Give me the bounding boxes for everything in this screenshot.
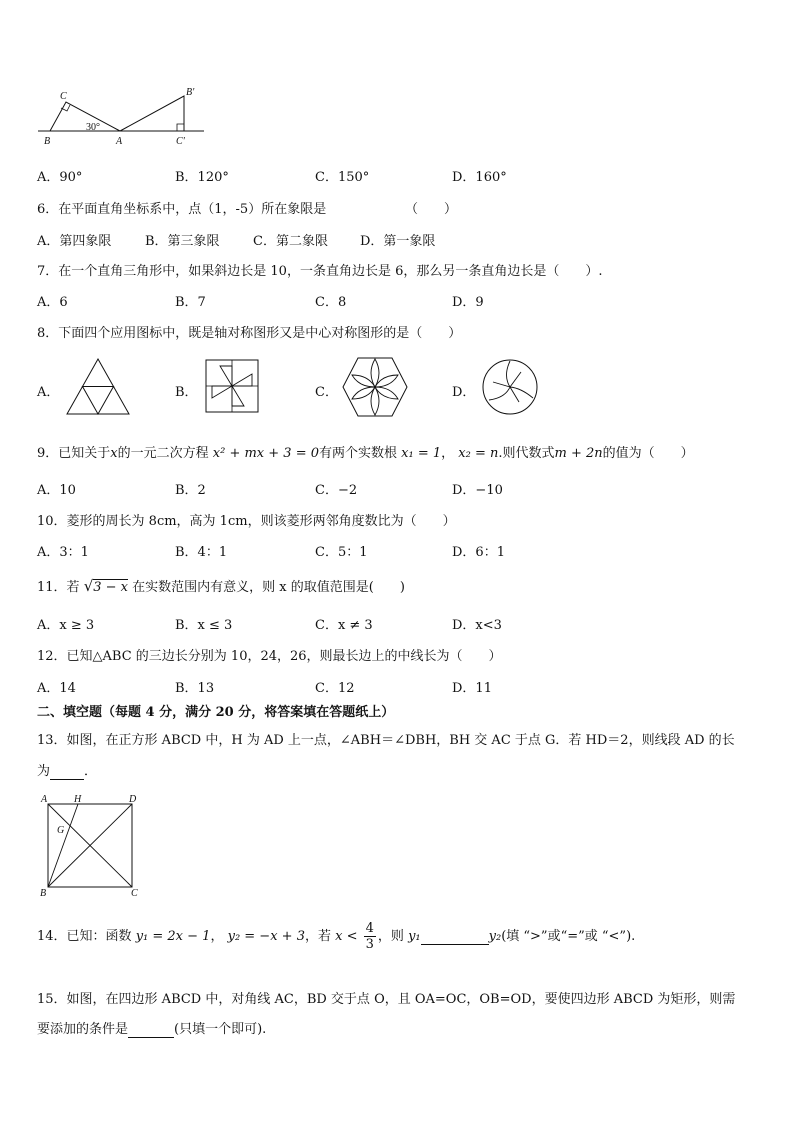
q9-root1: x₁ = 1 [401,446,442,461]
q15-line2-b: (只填一个即可). [174,1022,267,1037]
q9-var-x: x [110,446,118,461]
q14-func1: y₁ = 2x − 1 [135,929,211,944]
angle-figure [36,86,208,148]
q7-text: 7．在一个直角三角形中，如果斜边长是 10，一条直角边长是 6，那么另一条直角边长是（ ）. [37,264,603,279]
q10-text: 10．菱形的周长为 8cm，高为 1cm，则该菱形两邻角度数比为（ ） [37,514,456,529]
q8-option-a: A． [37,385,60,400]
q7-option-a: A．6 [37,295,68,310]
q14-fraction [364,921,376,952]
label-b-prime: B' [186,87,195,98]
q13-line2-text: 为 [37,764,51,779]
q7-option-b: B．7 [175,295,206,310]
q12-option-a: A．14 [37,681,76,696]
q5-option-b: B．120° [175,170,229,185]
q12-option-c: C．12 [315,681,355,696]
q14-numerator: 4 [365,921,374,936]
q15-line2-a: 要添加的条件是 [37,1022,129,1037]
q7-option-c: C．8 [315,295,347,310]
q11-part1: 11．若 [37,580,80,595]
q12-text: 12．已知△ABC 的三边长分别为 10，24，26，则最长边上的中线长为（ ） [37,649,502,664]
q10-option-a: A．3：1 [37,545,89,560]
q14-answer-blank [421,929,489,945]
q11-option-b: B．x ≤ 3 [175,618,233,633]
q14-text [37,921,635,952]
q12-option-d: D．11 [452,681,492,696]
q14-part5: (填 “>”或“=”或 “<”). [501,929,636,944]
q6-option-b: B．第三象限 [145,234,220,249]
q5-option-d: D．160° [452,170,507,185]
q13-tail: ． [84,764,98,779]
label-c-prime: C' [176,136,185,147]
q9-option-d: D．−10 [452,483,503,498]
q9-part1: 9．已知关于 [37,446,111,461]
q15-answer-blank [128,1022,174,1038]
circle-swirl-icon [481,358,539,416]
q11-radicand: 3 − x [93,580,129,595]
q11-option-c: C．x ≠ 3 [315,618,373,633]
q9-part2: 的一元二次方程 [117,446,209,461]
q9-option-a: A．10 [37,483,76,498]
q14-part2: ， [210,929,224,944]
q14-y2: y₂ [488,929,502,944]
q13-line1: 13．如图，在正方形 ABCD 中，H 为 AD 上一点，∠ABH＝∠DBH，BH 交 AC 于点 G．若 HD＝2，则线段 AD 的长 [37,733,735,748]
q14-denominator: 3 [365,937,374,952]
q11-text [37,576,405,595]
q12-option-b: B．13 [175,681,215,696]
q9-option-c: C．−2 [315,483,358,498]
q9-text [37,442,694,461]
q6-option-c: C．第二象限 [253,234,328,249]
q5-option-c: C．150° [315,170,370,185]
q9-part5: .则代数式 [498,446,555,461]
q10-option-d: D．6：1 [452,545,505,560]
q9-part4: ， [441,446,455,461]
q9-part6: 的值为（ ） [602,446,694,461]
q8-option-c: C． [315,385,338,400]
square-figure [38,791,144,897]
q14-part3: ，若 [304,929,331,944]
q14-part1: 14．已知：函数 [37,929,132,944]
hexagon-flower-icon [341,356,409,418]
q14-condition: x < [335,929,358,944]
q10-option-b: B．4：1 [175,545,228,560]
q14-part4: ，则 [377,929,404,944]
q9-expression: m + 2n [554,446,603,461]
pinwheel-icon [204,358,260,414]
q14-y1: y₁ [408,929,421,944]
label-30deg: 30° [86,122,100,133]
q5-option-a: A．90° [37,170,83,185]
label-c: C [60,91,67,102]
q6-text: 6．在平面直角坐标系中，点（1，-5）所在象限是 [37,202,327,217]
q13-line2 [37,760,97,780]
label-a: A [41,794,48,805]
q6-option-a: A．第四象限 [37,234,112,249]
label-a: A [116,136,123,147]
q9-option-b: B．2 [175,483,206,498]
q8-option-d: D． [452,385,476,400]
label-g: G [57,825,65,836]
q11-option-d: D．x<3 [452,618,502,633]
label-d: D [129,794,137,805]
q9-equation: x² + mx + 3 = 0 [212,446,319,461]
q11-part2: 在实数范围内有意义，则 x 的取值范围是( ) [132,580,405,595]
sqrt-sign: √ [83,577,94,595]
label-c: C [131,888,138,897]
q7-option-d: D．9 [452,295,484,310]
q13-answer-blank [50,764,84,780]
triangle-icon [65,357,131,417]
section-heading: 二、填空题（每题 4 分，满分 20 分，将答案填在答题纸上） [37,705,395,720]
label-b: B [40,888,47,897]
q15-line2 [37,1018,266,1038]
q6-paren: （ ） [405,202,458,217]
q10-option-c: C．5：1 [315,545,368,560]
q8-option-b: B． [175,385,198,400]
q11-option-a: A．x ≥ 3 [37,618,95,633]
q9-root2: x₂ = n [458,446,499,461]
q6-option-d: D．第一象限 [360,234,436,249]
q8-text: 8．下面四个应用图标中，既是轴对称图形又是中心对称图形的是（ ） [37,326,462,341]
q9-part3: 有两个实数根 [319,446,398,461]
q15-line1: 15．如图，在四边形 ABCD 中，对角线 AC，BD 交于点 O，且 OA=OC，OB=OD，要使四边形 ABCD 为矩形，则需 [37,992,736,1007]
q14-func2: y₂ = −x + 3 [227,929,305,944]
label-h: H [74,794,82,805]
label-b: B [44,136,51,147]
